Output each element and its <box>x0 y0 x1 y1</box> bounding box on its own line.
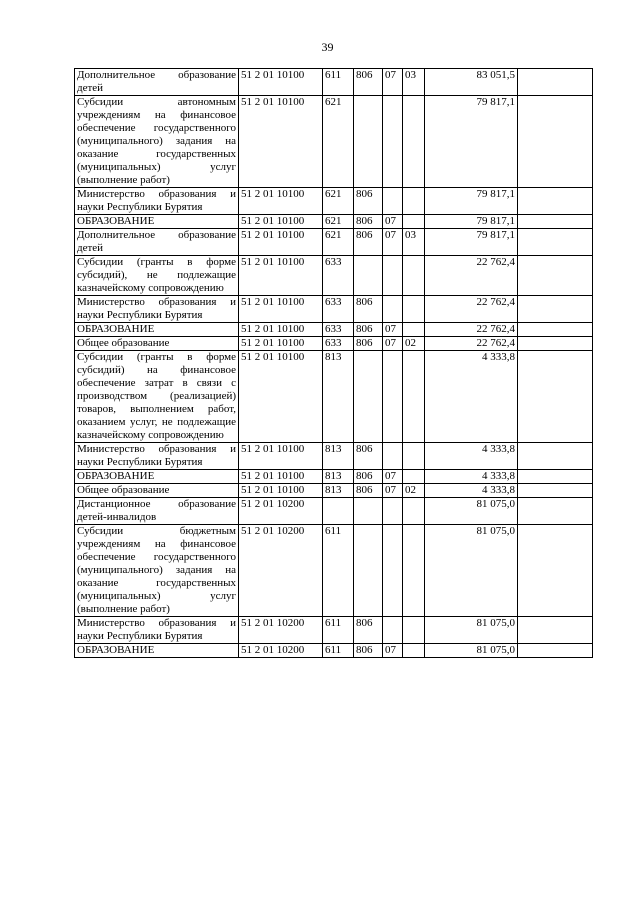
row-sum: 22 762,4 <box>425 256 518 296</box>
row-section <box>383 525 403 617</box>
row-grbs-code <box>354 96 383 188</box>
row-expense-type: 621 <box>323 229 354 256</box>
row-sum: 4 333,8 <box>425 470 518 484</box>
row-empty-cell <box>518 351 593 443</box>
row-grbs-code: 806 <box>354 229 383 256</box>
row-expense-type: 611 <box>323 644 354 658</box>
row-subsection <box>403 96 425 188</box>
row-sum: 83 051,5 <box>425 69 518 96</box>
row-subsection <box>403 215 425 229</box>
table-row <box>75 188 593 215</box>
row-section <box>383 96 403 188</box>
row-subsection: 03 <box>403 229 425 256</box>
row-expense-type: 621 <box>323 96 354 188</box>
row-sum: 4 333,8 <box>425 351 518 443</box>
row-section <box>383 188 403 215</box>
row-section <box>383 256 403 296</box>
table-row <box>75 69 593 96</box>
row-name: Министерство образования и науки Республики Бурятия <box>75 617 239 644</box>
row-name: Дистанционное образование детей-инвалидов <box>75 498 239 525</box>
row-expense-type: 633 <box>323 296 354 323</box>
row-name: ОБРАЗОВАНИЕ <box>75 323 239 337</box>
budget-table <box>74 68 593 658</box>
row-name: Министерство образования и науки Республики Бурятия <box>75 296 239 323</box>
row-section: 07 <box>383 323 403 337</box>
row-grbs-code: 806 <box>354 337 383 351</box>
row-empty-cell <box>518 215 593 229</box>
table-row <box>75 470 593 484</box>
row-subsection <box>403 525 425 617</box>
table-row <box>75 443 593 470</box>
row-empty-cell <box>518 256 593 296</box>
row-name: Субсидии (гранты в форме субсидий) на финансовое обеспечение затрат в связи с производством (реализацией) товаров, выполнением работ, оказанием услуг, не подлежащие казначейскому сопровождению <box>75 351 239 443</box>
row-subsection <box>403 296 425 323</box>
row-target-code: 51 2 01 10100 <box>239 337 323 351</box>
row-section <box>383 296 403 323</box>
row-grbs-code: 806 <box>354 443 383 470</box>
row-name: ОБРАЗОВАНИЕ <box>75 215 239 229</box>
row-target-code: 51 2 01 10200 <box>239 525 323 617</box>
row-target-code: 51 2 01 10100 <box>239 351 323 443</box>
row-sum: 79 817,1 <box>425 215 518 229</box>
row-target-code: 51 2 01 10100 <box>239 229 323 256</box>
row-sum: 81 075,0 <box>425 644 518 658</box>
row-name: Министерство образования и науки Республики Бурятия <box>75 443 239 470</box>
row-target-code: 51 2 01 10100 <box>239 323 323 337</box>
table-row <box>75 351 593 443</box>
row-empty-cell <box>518 498 593 525</box>
table-row <box>75 215 593 229</box>
row-expense-type: 813 <box>323 443 354 470</box>
row-expense-type: 611 <box>323 525 354 617</box>
row-grbs-code: 806 <box>354 644 383 658</box>
row-target-code: 51 2 01 10100 <box>239 296 323 323</box>
row-section <box>383 498 403 525</box>
row-subsection <box>403 256 425 296</box>
row-subsection <box>403 351 425 443</box>
row-expense-type: 621 <box>323 188 354 215</box>
row-grbs-code <box>354 351 383 443</box>
row-grbs-code: 806 <box>354 470 383 484</box>
row-empty-cell <box>518 323 593 337</box>
row-subsection <box>403 617 425 644</box>
row-subsection: 02 <box>403 337 425 351</box>
row-empty-cell <box>518 337 593 351</box>
row-empty-cell <box>518 296 593 323</box>
row-empty-cell <box>518 96 593 188</box>
row-expense-type: 633 <box>323 256 354 296</box>
row-section: 07 <box>383 644 403 658</box>
row-subsection: 02 <box>403 484 425 498</box>
row-grbs-code: 806 <box>354 484 383 498</box>
row-target-code: 51 2 01 10100 <box>239 188 323 215</box>
row-target-code: 51 2 01 10100 <box>239 215 323 229</box>
row-grbs-code: 806 <box>354 296 383 323</box>
row-name: Дополнительное образование детей <box>75 69 239 96</box>
row-sum: 81 075,0 <box>425 617 518 644</box>
table-row <box>75 484 593 498</box>
row-expense-type: 633 <box>323 337 354 351</box>
row-target-code: 51 2 01 10100 <box>239 69 323 96</box>
row-sum: 22 762,4 <box>425 323 518 337</box>
row-subsection <box>403 188 425 215</box>
row-expense-type: 633 <box>323 323 354 337</box>
row-sum: 79 817,1 <box>425 188 518 215</box>
row-subsection: 03 <box>403 69 425 96</box>
row-expense-type: 611 <box>323 69 354 96</box>
row-empty-cell <box>518 644 593 658</box>
row-subsection <box>403 470 425 484</box>
row-name: Общее образование <box>75 337 239 351</box>
row-sum: 4 333,8 <box>425 443 518 470</box>
row-section: 07 <box>383 470 403 484</box>
table-row <box>75 229 593 256</box>
row-subsection <box>403 443 425 470</box>
row-target-code: 51 2 01 10100 <box>239 484 323 498</box>
row-section: 07 <box>383 215 403 229</box>
row-section: 07 <box>383 337 403 351</box>
row-empty-cell <box>518 229 593 256</box>
row-section <box>383 443 403 470</box>
row-sum: 4 333,8 <box>425 484 518 498</box>
table-row <box>75 337 593 351</box>
row-section: 07 <box>383 229 403 256</box>
table-row <box>75 256 593 296</box>
row-name: Субсидии бюджетным учреждениям на финансовое обеспечение государственного (муниципального) задания на оказание государственных (муниципальных) услуг (выполнение работ) <box>75 525 239 617</box>
row-expense-type <box>323 498 354 525</box>
row-grbs-code <box>354 498 383 525</box>
row-subsection <box>403 644 425 658</box>
row-sum: 79 817,1 <box>425 229 518 256</box>
page-number: 39 <box>321 40 334 54</box>
row-target-code: 51 2 01 10100 <box>239 96 323 188</box>
row-sum: 81 075,0 <box>425 525 518 617</box>
row-sum: 22 762,4 <box>425 337 518 351</box>
row-name: ОБРАЗОВАНИЕ <box>75 644 239 658</box>
row-grbs-code <box>354 256 383 296</box>
row-empty-cell <box>518 525 593 617</box>
row-empty-cell <box>518 443 593 470</box>
row-empty-cell <box>518 188 593 215</box>
table-row <box>75 498 593 525</box>
row-subsection <box>403 323 425 337</box>
row-section <box>383 617 403 644</box>
row-expense-type: 813 <box>323 470 354 484</box>
row-target-code: 51 2 01 10100 <box>239 443 323 470</box>
row-name: Общее образование <box>75 484 239 498</box>
table-row <box>75 296 593 323</box>
table-row <box>75 617 593 644</box>
row-target-code: 51 2 01 10200 <box>239 644 323 658</box>
row-subsection <box>403 498 425 525</box>
row-section: 07 <box>383 69 403 96</box>
row-expense-type: 611 <box>323 617 354 644</box>
row-section: 07 <box>383 484 403 498</box>
row-sum: 22 762,4 <box>425 296 518 323</box>
row-grbs-code: 806 <box>354 617 383 644</box>
row-sum: 81 075,0 <box>425 498 518 525</box>
row-name: Дополнительное образование детей <box>75 229 239 256</box>
row-grbs-code <box>354 525 383 617</box>
row-grbs-code: 806 <box>354 215 383 229</box>
row-target-code: 51 2 01 10100 <box>239 470 323 484</box>
row-name: Субсидии (гранты в форме субсидий), не подлежащие казначейскому сопровождению <box>75 256 239 296</box>
row-name: Субсидии автономным учреждениям на финансовое обеспечение государственного (муниципального) задания на оказание государственных (муниципальных) услуг (выполнение работ) <box>75 96 239 188</box>
row-sum: 79 817,1 <box>425 96 518 188</box>
table-row <box>75 323 593 337</box>
row-name: Министерство образования и науки Республики Бурятия <box>75 188 239 215</box>
row-grbs-code: 806 <box>354 188 383 215</box>
row-expense-type: 621 <box>323 215 354 229</box>
row-empty-cell <box>518 617 593 644</box>
row-empty-cell <box>518 470 593 484</box>
table-row <box>75 96 593 188</box>
row-target-code: 51 2 01 10200 <box>239 498 323 525</box>
row-section <box>383 351 403 443</box>
row-empty-cell <box>518 69 593 96</box>
row-target-code: 51 2 01 10200 <box>239 617 323 644</box>
row-expense-type: 813 <box>323 351 354 443</box>
table-row <box>75 525 593 617</box>
table-row <box>75 644 593 658</box>
row-grbs-code: 806 <box>354 69 383 96</box>
row-name: ОБРАЗОВАНИЕ <box>75 470 239 484</box>
row-empty-cell <box>518 484 593 498</box>
row-target-code: 51 2 01 10100 <box>239 256 323 296</box>
row-grbs-code: 806 <box>354 323 383 337</box>
row-expense-type: 813 <box>323 484 354 498</box>
